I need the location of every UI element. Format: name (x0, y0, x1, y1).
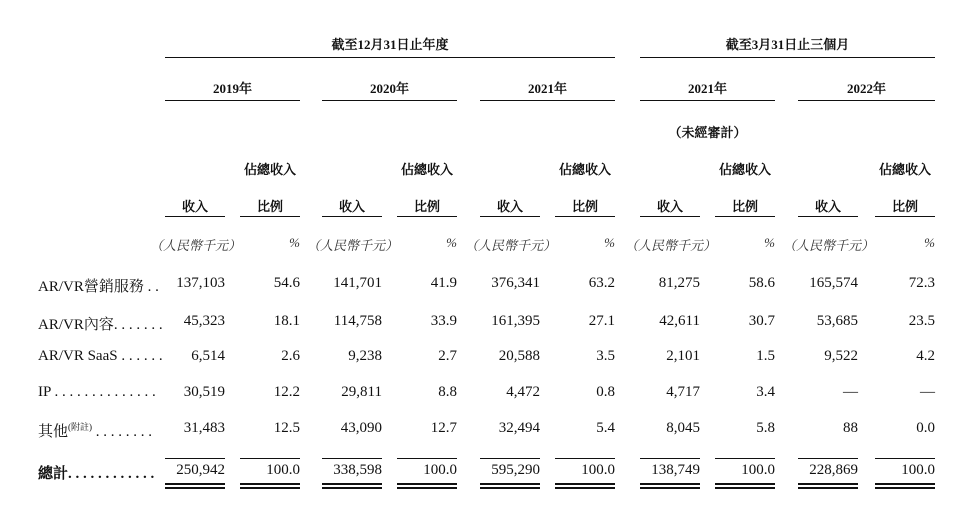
table-cell: 54.6 (273, 275, 300, 291)
col-underline (555, 216, 615, 217)
col-underline (322, 216, 382, 217)
unaudited-note: （未經審計） (668, 125, 747, 140)
table-cell: 6,514 (191, 348, 225, 364)
total-top-rule (165, 458, 225, 459)
total-cell: 100.0 (581, 462, 615, 478)
table-cell: 41.9 (430, 275, 457, 291)
total-top-rule (322, 458, 382, 459)
year-underline (322, 100, 457, 101)
revenue-label: 收入 (338, 199, 365, 214)
total-double-rule (555, 483, 615, 489)
revenue-label: 收入 (181, 199, 208, 214)
row-label-text: AR/VR營銷服務 . . (38, 279, 159, 295)
table-cell: 53,685 (816, 313, 858, 329)
table-cell: 27.1 (588, 313, 615, 329)
row-label-text: AR/VR內容. . . . . . . (38, 317, 163, 333)
unit-pct: % (924, 235, 935, 250)
table-cell: 0.0 (916, 420, 935, 436)
col-underline (397, 216, 457, 217)
group-header-year: 截至12月31日止年度 (331, 37, 449, 52)
total-cell: 250,942 (176, 462, 225, 478)
share-label-line1: 佔總收入 (558, 162, 611, 177)
group-underline (640, 57, 935, 58)
table-cell: 5.4 (596, 420, 615, 436)
table-cell: 88 (843, 420, 858, 436)
share-label-line2: 比例 (413, 199, 440, 214)
col-underline (715, 216, 775, 217)
table-cell: 4,472 (506, 384, 540, 400)
table-cell: 2.7 (438, 348, 457, 364)
year-header: 2020年 (369, 81, 409, 96)
total-double-rule (480, 483, 540, 489)
year-underline (165, 100, 300, 101)
table-cell: 137,103 (176, 275, 225, 291)
share-label-line2: 比例 (731, 199, 758, 214)
col-underline (165, 216, 225, 217)
revenue-label: 收入 (656, 199, 683, 214)
total-double-rule (322, 483, 382, 489)
col-underline (480, 216, 540, 217)
table-cell: 141,701 (333, 275, 382, 291)
table-cell: 165,574 (809, 275, 858, 291)
note-superscript: (附註) (68, 422, 93, 432)
unit-pct: % (446, 235, 457, 250)
table-cell: — (843, 384, 858, 400)
table-cell: 72.3 (908, 275, 935, 291)
total-double-rule (798, 483, 858, 489)
total-top-rule (875, 458, 935, 459)
table-cell: 12.7 (430, 420, 457, 436)
table-cell: 33.9 (430, 313, 457, 329)
year-header: 2019年 (212, 81, 252, 96)
total-cell: 228,869 (809, 462, 858, 478)
total-top-rule (397, 458, 457, 459)
table-cell: 114,758 (333, 313, 382, 329)
table-cell: 2,101 (666, 348, 700, 364)
table-cell: 9,522 (824, 348, 858, 364)
table-cell: 63.2 (588, 275, 615, 291)
table-cell: 20,588 (498, 348, 540, 364)
row-label-text: AR/VR SaaS . . . . . . (38, 348, 163, 364)
total-label: 總計. . . . . . . . . . . . (38, 466, 155, 482)
table-cell: 45,323 (183, 313, 225, 329)
revenue-label: 收入 (814, 199, 841, 214)
unit-pct: % (764, 235, 775, 250)
table-cell: 4,717 (666, 384, 700, 400)
leader-dots: . . . . . . . . (92, 424, 153, 440)
total-double-rule (240, 483, 300, 489)
table-cell: 12.2 (273, 384, 300, 400)
group-underline (165, 57, 615, 58)
table-cell: 3.5 (596, 348, 615, 364)
total-cell: 100.0 (266, 462, 300, 478)
total-top-rule (240, 458, 300, 459)
share-label-line2: 比例 (891, 199, 918, 214)
table-cell: 31,483 (183, 420, 225, 436)
year-header: 2021年 (527, 81, 567, 96)
table-cell: 30.7 (748, 313, 775, 329)
revenue-label: 收入 (496, 199, 523, 214)
year-underline (798, 100, 935, 101)
table-cell: 18.1 (273, 313, 300, 329)
table-cell: 376,341 (491, 275, 540, 291)
table-cell: 5.8 (756, 420, 775, 436)
unit-rmb: （人民幣千元） (465, 238, 557, 253)
total-double-rule (397, 483, 457, 489)
unit-rmb: （人民幣千元） (625, 238, 717, 253)
total-top-rule (480, 458, 540, 459)
table-cell: 0.8 (596, 384, 615, 400)
table-cell: 12.5 (273, 420, 300, 436)
unit-rmb: （人民幣千元） (150, 238, 242, 253)
total-cell: 595,290 (491, 462, 540, 478)
total-double-rule (165, 483, 225, 489)
total-cell: 138,749 (651, 462, 700, 478)
total-top-rule (798, 458, 858, 459)
table-cell: 58.6 (748, 275, 775, 291)
table-cell: 43,090 (340, 420, 382, 436)
unit-pct: % (289, 235, 300, 250)
year-underline (480, 100, 615, 101)
total-top-rule (715, 458, 775, 459)
share-label-line1: 佔總收入 (878, 162, 931, 177)
table-cell: 81,275 (658, 275, 700, 291)
total-cell: 100.0 (423, 462, 457, 478)
table-cell: 3.4 (756, 384, 775, 400)
year-header: 2022年 (846, 81, 886, 96)
col-underline (798, 216, 858, 217)
table-cell: 4.2 (916, 348, 935, 364)
table-cell: 30,519 (183, 384, 225, 400)
table-cell: 23.5 (908, 313, 935, 329)
col-underline (240, 216, 300, 217)
total-double-rule (715, 483, 775, 489)
share-label-line1: 佔總收入 (718, 162, 771, 177)
group-header-quarter: 截至3月31日止三個月 (725, 37, 850, 52)
table-cell: — (920, 384, 935, 400)
share-label-line1: 佔總收入 (243, 162, 296, 177)
unit-pct: % (604, 235, 615, 250)
table-cell: 29,811 (341, 384, 382, 400)
col-underline (640, 216, 700, 217)
unit-rmb: （人民幣千元） (307, 238, 399, 253)
total-double-rule (875, 483, 935, 489)
table-cell: 2.6 (281, 348, 300, 364)
share-label-line2: 比例 (256, 199, 283, 214)
year-header: 2021年 (687, 81, 727, 96)
total-cell: 100.0 (901, 462, 935, 478)
year-underline (640, 100, 775, 101)
table-cell: 32,494 (498, 420, 540, 436)
share-label-line1: 佔總收入 (400, 162, 453, 177)
row-label-text: 其他 (38, 424, 69, 440)
col-underline (875, 216, 935, 217)
total-cell: 100.0 (741, 462, 775, 478)
table-cell: 8,045 (666, 420, 700, 436)
total-top-rule (555, 458, 615, 459)
table-cell: 1.5 (756, 348, 775, 364)
row-label-text: IP . . . . . . . . . . . . . . (38, 384, 156, 400)
table-cell: 161,395 (491, 313, 540, 329)
table-cell: 9,238 (348, 348, 382, 364)
total-cell: 338,598 (333, 462, 382, 478)
table-cell: 8.8 (438, 384, 457, 400)
table-cell: 42,611 (659, 313, 700, 329)
share-label-line2: 比例 (571, 199, 598, 214)
unit-rmb: （人民幣千元） (783, 238, 875, 253)
total-top-rule (640, 458, 700, 459)
total-double-rule (640, 483, 700, 489)
